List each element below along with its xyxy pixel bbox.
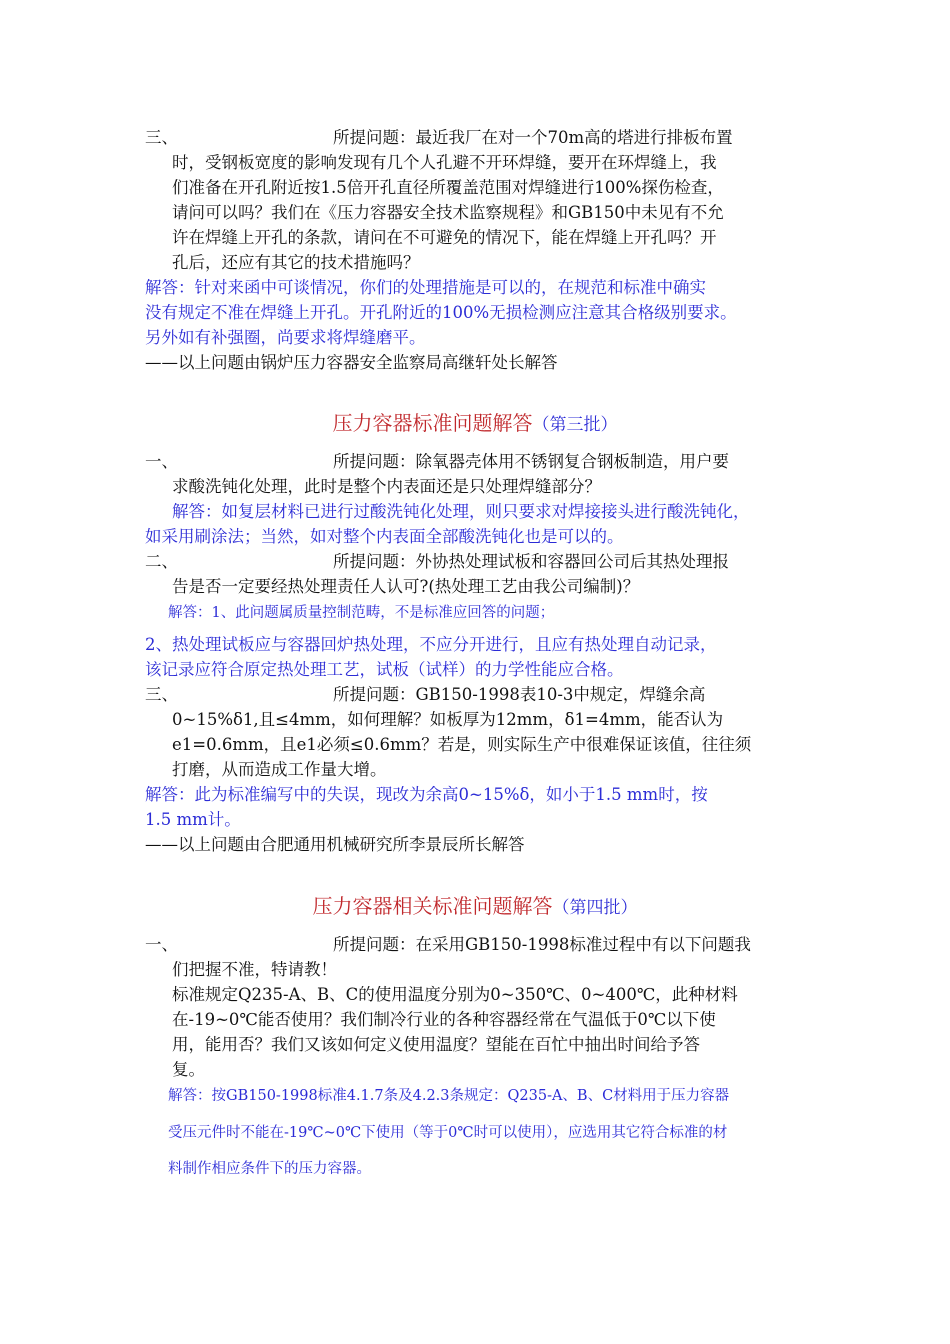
answer-line: 解答：针对来函中可谈情况，你们的处理措施是可以的，在规范和标准中确实: [145, 278, 706, 297]
question-line: 所提问题：外协热处理试板和容器回公司后其热处理报: [333, 552, 729, 571]
question-line: 时，受钢板宽度的影响发现有几个人孔避不开环焊缝，要开在环焊缝上，我: [172, 153, 717, 172]
heading-title: 压力容器相关标准问题解答: [312, 894, 553, 918]
heading-batch: （第四批）: [552, 898, 638, 918]
question-line: 求酸洗钝化处理，此时是整个内表面还是只处理焊缝部分？: [172, 477, 601, 496]
question-line: 所提问题：在采用GB150-1998标准过程中有以下问题我: [333, 935, 751, 954]
question-number: 二、: [145, 552, 178, 571]
question-line: 许在焊缝上开孔的条款，请问在不可避免的情况下，能在焊缝上开孔吗？开: [172, 228, 717, 247]
answer-line: 解答：此为标准编写中的失误，现改为余高0~15%δ，如小于1.5 mm时，按: [145, 785, 708, 804]
question-line: 0~15%δ1,且≤4mm，如何理解？如板厚为12mm，δ1=4mm，能否认为: [172, 710, 724, 729]
question-line: e1=0.6mm，且e1必须≤0.6mm？若是，则实际生产中很难保证该值，往往须: [172, 735, 752, 754]
question-line: 标准规定Q235-A、B、C的使用温度分别为0~350℃、0~400℃，此种材料: [172, 985, 738, 1004]
answer-line: 受压元件时不能在-19℃~0℃下使用（等于0℃时可以使用），应选用其它符合标准的材: [168, 1125, 728, 1141]
answer-line: 解答：如复层材料已进行过酸洗钝化处理，则只要求对焊接接头进行酸洗钝化，: [172, 502, 750, 521]
answer-line: 如采用刷涂法；当然，如对整个内表面全部酸洗钝化也是可以的。: [145, 527, 624, 546]
question-number: 三、: [145, 685, 178, 704]
credit-line: ——以上问题由合肥通用机械研究所李景辰所长解答: [145, 835, 525, 854]
section-heading: [0, 892, 950, 922]
question-line: 所提问题：GB150-1998表10-3中规定，焊缝余高: [333, 685, 706, 704]
answer-line: 没有规定不准在焊缝上开孔。开孔附近的100%无损检测应注意其合格级别要求。: [145, 303, 737, 322]
question-line: 们把握不准，特请教！: [172, 960, 337, 979]
heading-batch: （第三批）: [532, 415, 618, 435]
question-line: 所提问题：最近我厂在对一个70m高的塔进行排板布置: [333, 128, 733, 147]
question-line: 用，能用否？我们又该如何定义使用温度？望能在百忙中抽出时间给予答: [172, 1035, 700, 1054]
question-line: 们准备在开孔附近按1.5倍开孔直径所覆盖范围对焊缝进行100%探伤检查，: [172, 178, 724, 197]
heading-title: 压力容器标准问题解答: [332, 411, 533, 435]
question-line: 在-19~0℃能否使用？我们制冷行业的各种容器经常在气温低于0℃以下使: [172, 1010, 716, 1029]
answer-line: 解答：1、此问题属质量控制范畴，不是标准应回答的问题；: [168, 605, 555, 621]
question-number: 一、: [145, 935, 178, 954]
question-number: 一、: [145, 452, 178, 471]
question-line: 告是否一定要经热处理责任人认可?(热处理工艺由我公司编制)？: [172, 577, 640, 596]
question-line: 所提问题：除氧器壳体用不锈钢复合钢板制造，用户要: [333, 452, 729, 471]
answer-line: 2、热处理试板应与容器回炉热处理，不应分开进行，且应有热处理自动记录，: [145, 635, 717, 654]
answer-line: 解答：按GB150-1998标准4.1.7条及4.2.3条规定：Q235-A、B、C材料用于压力容器: [168, 1088, 730, 1104]
answer-line: 料制作相应条件下的压力容器。: [168, 1161, 371, 1177]
answer-line: 另外如有补强圈，尚要求将焊缝磨平。: [145, 328, 426, 347]
question-line: 孔后，还应有其它的技术措施吗？: [172, 253, 420, 272]
question-line: 复。: [172, 1060, 205, 1079]
section-heading: [0, 409, 950, 439]
question-line: 请问可以吗？我们在《压力容器安全技术监察规程》和GB150中未见有不允: [172, 203, 724, 222]
question-line: 打磨，从而造成工作量大增。: [172, 760, 387, 779]
question-number: 三、: [145, 128, 178, 147]
answer-line: 1.5 mm计。: [145, 810, 241, 829]
credit-line: ——以上问题由锅炉压力容器安全监察局高继轩处长解答: [145, 353, 558, 372]
answer-line: 该记录应符合原定热处理工艺，试板（试样）的力学性能应合格。: [145, 660, 624, 679]
